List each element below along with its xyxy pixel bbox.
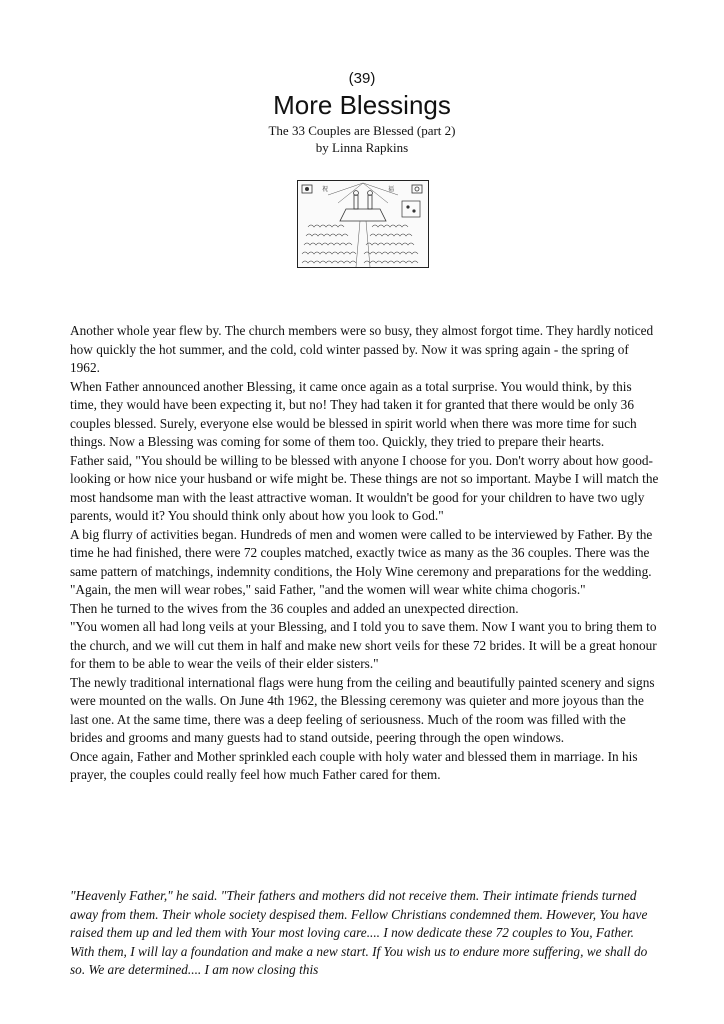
paragraph: Father said, "You should be willing to be blessed with anyone I choose for you. Don't worry about how good-looking or how nice your husband or wife might be. These things are not so important. Maybe I will match the most handsome man with the least attractive woman. It wouldn't be good for your children to have two ugly parents, would it? You should think only about how you look to God." [70, 452, 659, 523]
svg-text:祝: 祝 [322, 186, 329, 193]
paragraph: "You women all had long veils at your Blessing, and I told you to save them. Now I want you to bring them to the church, and we will cut them in half and make new short veils for these 72 brides. It will be a great honour for them to be able to wear the veils of their elder sisters." [70, 619, 657, 671]
paragraph: Once again, Father and Mother sprinkled each couple with holy water and blessed them in marriage. In his prayer, the couples could really feel how much Father cared for them. [70, 748, 638, 782]
byline: by Linna Rapkins [315, 140, 409, 155]
story-body [70, 322, 660, 785]
illustration-drawing [298, 181, 428, 267]
paragraph: When Father announced another Blessing, it came once again as a total surprise. You would think, by this time, they would have been expecting it, but no! They had taken it for granted that there would be only 36 couples blessed. Surely, everyone else would be blessed in spirit world when there was more time for such things. Now a Blessing was coming for some of them too. Quickly, they tried to prepare their hearts. [70, 378, 637, 449]
page-header [0, 70, 724, 156]
subtitle: The 33 Couples are Blessed (part 2) [268, 123, 456, 138]
svg-text:福: 福 [388, 186, 395, 193]
chapter-number: (39) [348, 70, 376, 87]
page-title: More Blessings [273, 90, 451, 120]
paragraph: The newly traditional international flags were hung from the ceiling and beautifully painted scenery and signs were mounted on the walls. On June 4th 1962, the Blessing ceremony was quieter and more joyous than the last one. At the same time, there was a deep feeling of seriousness. Much of the room was filled with the brides and grooms and many guests had to stand outside, peering through the open windows. [70, 674, 655, 745]
paragraph: Then he turned to the wives from the 36 couples and added an unexpected direction. [70, 600, 519, 616]
prayer-quote: "Heavenly Father," he said. "Their fathers and mothers did not receive them. Their intimate friends turned away from them. Their whole society despised them. Fellow Christians condemned them. However, You have raised them up and led them with Your most loving care.... I now dedicate these 72 couples to You, Father. With them, I will lay a foundation and make a new start. If You wish us to endure more suffering, we shall do so. We are determined.... I am now closing this [70, 888, 648, 977]
paragraph: A big flurry of activities began. Hundreds of men and women were called to be interviewed by Father. By the time he had finished, there were 72 couples matched, exactly twice as many as the 36 couples. There was the same pattern of matchings, indemnity conditions, the Holy Wine ceremony and preparations for the wedding. [70, 526, 653, 579]
blessing-ceremony-illustration [297, 180, 429, 268]
paragraph: "Again, the men will wear robes," said Father, "and the women will wear white chima chogoris." [70, 582, 586, 597]
paragraph: Another whole year flew by. The church members were so busy, they almost forgot time. They hardly noticed how quickly the hot summer, and the cold, cold winter passed by. Now it was spring again - the spring of 1962. [70, 323, 654, 375]
